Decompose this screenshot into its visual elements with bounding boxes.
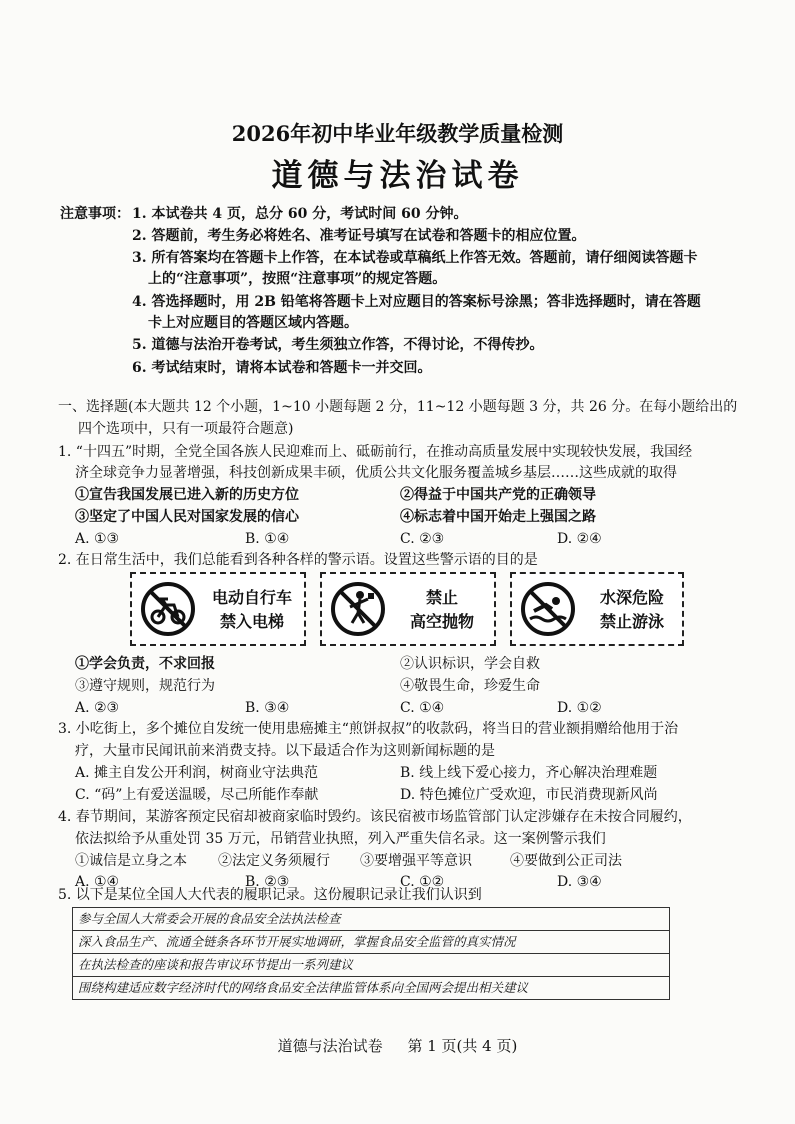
subject-title: 道德与法治试卷 <box>271 158 524 194</box>
table-cell: 参与全国人大常委会开展的食品安全法执法检查 <box>73 908 670 931</box>
warning-sign <box>130 572 306 646</box>
sign-text: 高空抛物 <box>409 612 474 631</box>
option-c: C. ①④ <box>400 700 445 716</box>
notice-item: 3. 所有答案均在答题卡上作答，在本试卷或草稿纸上作答无效。答题前，请仔细阅读答题卡 <box>132 250 698 266</box>
footer-subject: 道德与法治试卷 <box>277 1037 383 1055</box>
table-row <box>73 908 670 931</box>
statement: ④标志着中国开始走上强国之路 <box>400 509 596 525</box>
table-row <box>73 977 670 1000</box>
option-c: C. “码”上有爱送温暖，尽己所能作奉献 <box>75 787 319 803</box>
notice-item: 5. 道德与法治开卷考试，考生须独立作答，不得讨论，不得传抄。 <box>132 337 544 353</box>
page-footer <box>0 1035 795 1056</box>
statement: ②法定义务须履行 <box>218 853 330 869</box>
notice-item: 卡上对应题目的答题区域内答题。 <box>148 315 358 331</box>
table-row <box>73 954 670 977</box>
option-b: B. ③④ <box>245 700 290 716</box>
no-ebike-icon <box>140 581 196 637</box>
option-a: A. ①③ <box>75 531 120 547</box>
option-c: C. ①② <box>400 874 445 890</box>
statement: ②得益于中国共产党的正确领导 <box>400 487 596 503</box>
statement: ③坚定了中国人民对国家发展的信心 <box>75 509 299 525</box>
option-c: C. ②③ <box>400 531 445 547</box>
statement: ①诚信是立身之本 <box>75 853 187 869</box>
warning-sign <box>320 572 496 646</box>
question-5-stem: 5. 以下是某位全国人大代表的履职记录。这份履职记录让我们认识到 <box>58 887 482 903</box>
sign-text: 水深危险 <box>599 588 664 607</box>
question-1-stem: 1. “十四五”时期，全党全国各族人民迎难而上、砥砺前行，在推动高质量发展中实现较快发展，我国经 <box>58 444 693 460</box>
page-number: 第 1 页(共 4 页) <box>407 1037 518 1055</box>
option-d: D. ①② <box>557 700 602 716</box>
notice-label: 注意事项： <box>60 206 130 222</box>
statement: ①宣告我国发展已进入新的历史方位 <box>75 487 299 503</box>
question-4-stem: 依法拟给予从重处罚 35 万元，吊销营业执照，列入严重失信名录。这一案例警示我们 <box>75 831 606 847</box>
question-2-stem: 2. 在日常生活中，我们总能看到各种各样的警示语。设置这些警示语的目的是 <box>58 552 538 568</box>
question-3-stem: 疗，大量市民闻讯前来消费支持。以下最适合作为这则新闻标题的是 <box>75 743 495 759</box>
notice-item: 6. 考试结束时，请将本试卷和答题卡一并交回。 <box>132 360 432 376</box>
option-a: A. 摊主自发公开利润，树商业守法典范 <box>75 765 319 781</box>
question-3-stem: 3. 小吃街上，多个摊位自发统一使用患癌摊主“煎饼叔叔”的收款码，将当日的营业额捐赠给他用于治 <box>58 721 679 737</box>
option-d: D. 特色摊位广受欢迎，市民消费现新风尚 <box>400 787 658 803</box>
warning-signs <box>130 572 685 648</box>
option-d: D. ②④ <box>557 531 602 547</box>
notice-item: 上的“注意事项”，按照“注意事项”的规定答题。 <box>148 271 447 287</box>
table-row <box>73 931 670 954</box>
notice-item: 1. 本试卷共 4 页，总分 60 分，考试时间 60 分钟。 <box>132 206 468 222</box>
option-b: B. ②③ <box>245 874 290 890</box>
section-heading: 四个选项中，只有一项最符合题意) <box>78 421 294 437</box>
statement: ③遵守规则，规范行为 <box>75 678 215 694</box>
sign-text: 电动自行车 <box>211 588 292 607</box>
no-throwing-icon <box>330 581 386 637</box>
table-cell: 深入食品生产、流通全链条各环节开展实地调研，掌握食品安全监管的真实情况 <box>73 931 670 954</box>
exam-title: 2026年初中毕业年级教学质量检测 <box>231 121 564 146</box>
option-a: A. ②③ <box>75 700 120 716</box>
duty-record-table <box>72 907 670 1000</box>
sign-text: 禁止游泳 <box>599 612 664 631</box>
section-heading: 一、选择题(本大题共 12 个小题，1~10 小题每题 2 分，11~12 小题每题 3 分，共 26 分。在每小题给出的 <box>58 399 738 415</box>
statement: ③要增强平等意识 <box>360 853 472 869</box>
statement: ②认识标识，学会自救 <box>400 656 540 672</box>
sign-text: 禁入电梯 <box>219 612 284 631</box>
table-cell: 围绕构建适应数字经济时代的网络食品安全法律监管体系向全国两会提出相关建议 <box>73 977 670 1000</box>
statement: ①学会负责，不求回报 <box>75 656 215 672</box>
option-b: B. 线上线下爱心接力，齐心解决治理难题 <box>400 765 658 781</box>
notice-item: 2. 答题前，考生务必将姓名、准考证号填写在试卷和答题卡的相应位置。 <box>132 228 586 244</box>
statement: ④敬畏生命，珍爱生命 <box>400 678 540 694</box>
question-4-stem: 4. 春节期间，某游客预定民宿却被商家临时毁约。该民宿被市场监管部门认定涉嫌存在未按合同履约， <box>58 809 692 825</box>
option-b: B. ①④ <box>245 531 290 547</box>
table-cell: 在执法检查的座谈和报告审议环节提出一系列建议 <box>73 954 670 977</box>
option-d: D. ③④ <box>557 874 602 890</box>
notice-item: 4. 答选择题时，用 2B 铅笔将答题卡上对应题目的答案标号涂黑；答非选择题时，请在答题 <box>132 294 701 310</box>
no-swimming-icon <box>520 581 576 637</box>
statement: ④要做到公正司法 <box>510 853 622 869</box>
sign-text: 禁止 <box>425 588 458 607</box>
option-a: A. ①④ <box>75 874 120 890</box>
warning-sign <box>510 572 684 646</box>
question-1-stem: 济全球竞争力显著增强，科技创新成果丰硕，优质公共文化服务覆盖城乡基层……这些成就的取得 <box>75 465 677 481</box>
